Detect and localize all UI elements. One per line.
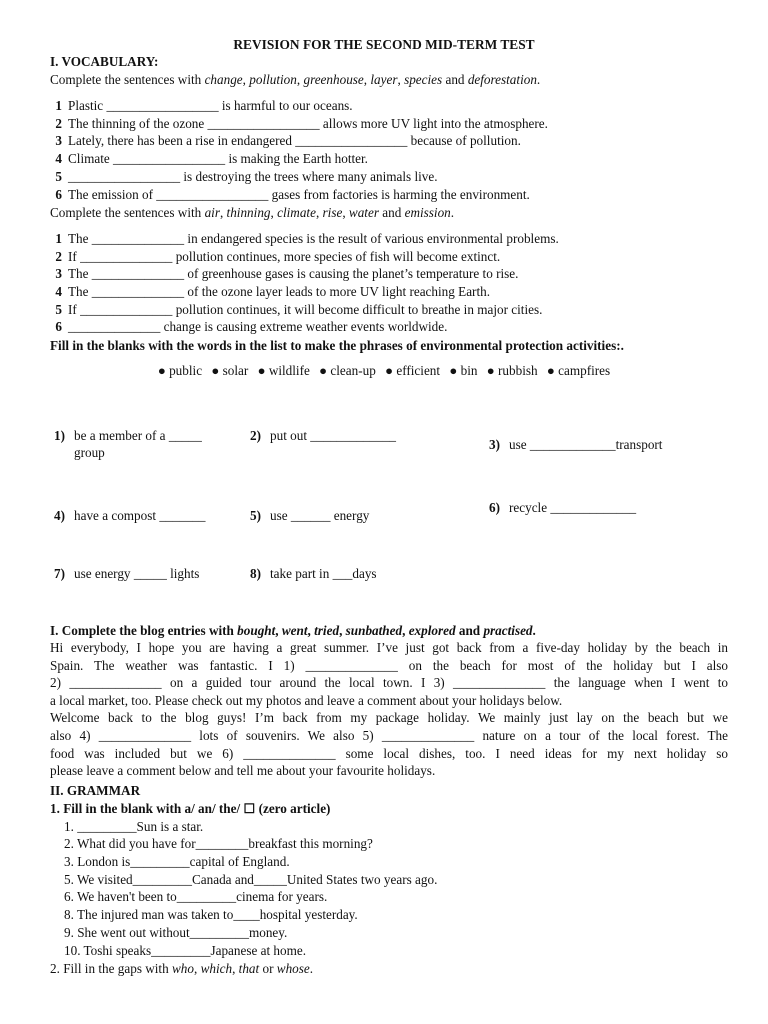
- list-item: 2 The thinning of the ozone _________________ allows more UV light into the atmosphere.: [55, 116, 548, 131]
- list-item: 1. _________Sun is a star.: [64, 819, 204, 834]
- list-item: 5. We visited_________Canada and_____United States two years ago.: [64, 872, 438, 887]
- list-item: 6. We haven't been to_________cinema for years.: [64, 889, 328, 904]
- list-item: 1 The ______________ in endangered species is the result of various environmental problems.: [55, 231, 559, 246]
- instruction-2: Complete the sentences with air, thinning, climate, rise, water and emission.: [50, 205, 455, 220]
- phrase-item: 8) take part in ___days: [250, 566, 377, 581]
- phrase-item: 1) be a member of a _____ group: [54, 428, 202, 460]
- list-item: 10. Toshi speaks_________Japanese at home.: [64, 943, 307, 958]
- phrase-item: 6) recycle _____________: [489, 500, 637, 515]
- phrase-item: 4) have a compost _______: [54, 508, 206, 523]
- word-list: ● public ● solar ● wildlife ● clean-up ● efficient ● bin ● rubbish ● campfires: [157, 363, 611, 378]
- list-item: 8. The injured man was taken to____hospital yesterday.: [64, 907, 358, 922]
- list-item: 3 The ______________ of greenhouse gases is causing the planet’s temperature to rise.: [55, 266, 519, 281]
- list-item: 6 The emission of _________________ gases from factories is harming the environment.: [55, 187, 530, 202]
- list-item: 2 If ______________ pollution continues, more species of fish will become extinct.: [55, 249, 501, 264]
- phrase-item: 2) put out _____________: [250, 428, 397, 443]
- grammar-heading: II. GRAMMAR: [50, 783, 141, 798]
- vocabulary-heading: I. VOCABULARY:: [50, 54, 159, 69]
- list-item: 4 Climate _________________ is making the Earth hotter.: [55, 151, 368, 166]
- grammar-subheading-2: 2. Fill in the gaps with who, which, that or whose.: [50, 961, 314, 976]
- instruction-1: Complete the sentences with change, pollution, greenhouse, layer, species and deforestation.: [50, 72, 541, 87]
- page-title: REVISION FOR THE SECOND MID-TERM TEST: [233, 37, 535, 52]
- blog-paragraph: Hi everybody, I hope you are having a great summer. I’ve just got back from a five-day holiday by the beach in Spain. The weather was fantastic. I 1) ______________ on the beach for most of the holiday but I also 2) ______________ on a guided tour around the local town. I 3) ______________ the language when I went to a local market, too. Please check out my photos and leave a comment about your holidays below. Welcome back to the blog guys! I’m back from my package holiday. We mainly just lay on the beach but we also 4) ______________ lots of souvenirs. We also 5) ______________ nature on a tour of the local forest. The food was included but we 6) ______________ some local dishes, too. I need ideas for my next holiday so please leave a comment below and tell me about your favourite holidays.: [50, 640, 728, 779]
- list-item: 5 _________________ is destroying the trees where many animals live.: [55, 169, 438, 184]
- list-item: 3. London is_________capital of England.: [64, 854, 290, 869]
- blog-heading: I. Complete the blog entries with bought, went, tried, sunbathed, explored and practised.: [50, 623, 536, 638]
- list-item: 4 The ______________ of the ozone layer leads to more UV light reaching Earth.: [55, 284, 491, 299]
- list-item: 6 ______________ change is causing extreme weather events worldwide.: [55, 319, 448, 334]
- list-item: 1 Plastic _________________ is harmful to our oceans.: [55, 98, 353, 113]
- phrase-item: 3) use _____________transport: [489, 437, 663, 452]
- grammar-subheading-1: 1. Fill in the blank with a/ an/ the/ ☐ (zero article): [50, 801, 331, 816]
- list-item: 9. She went out without_________money.: [64, 925, 288, 940]
- phrase-item: 5) use ______ energy: [250, 508, 370, 523]
- list-item: 2. What did you have for________breakfast this morning?: [64, 836, 373, 851]
- list-item: 3 Lately, there has been a rise in endangered _________________ because of pollution.: [55, 133, 521, 148]
- instruction-3: Fill in the blanks with the words in the list to make the phrases of environmental protection activities:.: [50, 338, 624, 353]
- list-item: 5 If ______________ pollution continues, it will become difficult to breathe in major cities.: [55, 302, 543, 317]
- phrase-item: 7) use energy _____ lights: [54, 566, 200, 581]
